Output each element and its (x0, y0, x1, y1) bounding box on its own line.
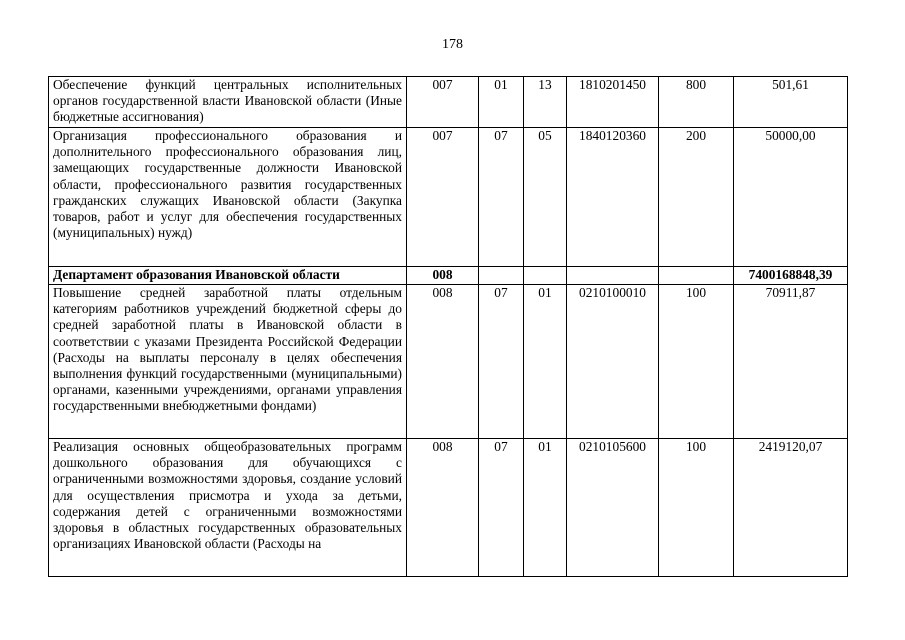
target-article-code: 1810201450 (567, 77, 659, 128)
subsection-code (524, 267, 567, 285)
section-code: 07 (479, 285, 524, 439)
section-code (479, 267, 524, 285)
row-description: Повышение средней заработной платы отдельным категориям работников учреждений бюджетной сферы до средней заработной платы в Ивановской области в соответствии с указами Президента Российской Федерации (Расходы на выплаты персоналу в целях обеспечения выполнения функций государственными (муниципальными) органами, казенными учреждениями, органами управления государственными внебюджетными фондами) (49, 285, 407, 439)
department-name: Департамент образования Ивановской области (49, 267, 407, 285)
section-code: 01 (479, 77, 524, 128)
table-row (49, 128, 848, 267)
section-code: 07 (479, 439, 524, 577)
department-row (49, 267, 848, 285)
amount: 2419120,07 (734, 439, 848, 577)
subsection-code: 01 (524, 439, 567, 577)
target-article-code: 1840120360 (567, 128, 659, 267)
row-description: Реализация основных общеобразовательных программ дошкольного образования для обучающихся с ограниченными возможностями здоровья, создание условий для осуществления присмотра и ухода за детьми, содержания детей с ограниченными возможностями здоровья в областных государственных образовательных организациях Ивановской области (Расходы на (49, 439, 407, 577)
subsection-code: 05 (524, 128, 567, 267)
table-row (49, 77, 848, 128)
subsection-code: 01 (524, 285, 567, 439)
section-code: 07 (479, 128, 524, 267)
expense-type-code: 100 (659, 285, 734, 439)
page-number: 178 (442, 37, 463, 52)
department-total: 7400168848,39 (734, 267, 848, 285)
expense-type-code: 800 (659, 77, 734, 128)
ministry-code: 008 (407, 267, 479, 285)
table-row (49, 285, 848, 439)
table-row (49, 439, 848, 577)
ministry-code: 007 (407, 77, 479, 128)
ministry-code: 008 (407, 439, 479, 577)
budget-table (48, 76, 848, 577)
ministry-code: 008 (407, 285, 479, 439)
target-article-code: 0210100010 (567, 285, 659, 439)
expense-type-code (659, 267, 734, 285)
expense-type-code: 100 (659, 439, 734, 577)
expense-type-code: 200 (659, 128, 734, 267)
amount: 70911,87 (734, 285, 848, 439)
row-description: Обеспечение функций центральных исполнительных органов государственной власти Ивановской области (Иные бюджетные ассигнования) (49, 77, 407, 128)
amount: 501,61 (734, 77, 848, 128)
target-article-code (567, 267, 659, 285)
subsection-code: 13 (524, 77, 567, 128)
ministry-code: 007 (407, 128, 479, 267)
row-description: Организация профессионального образования и дополнительного профессионального образования лиц, замещающих государственные должности Ивановской области, профессионального развития государственных гражданских служащих Ивановской области (Закупка товаров, работ и услуг для обеспечения государственных (муниципальных) нужд) (49, 128, 407, 267)
target-article-code: 0210105600 (567, 439, 659, 577)
amount: 50000,00 (734, 128, 848, 267)
